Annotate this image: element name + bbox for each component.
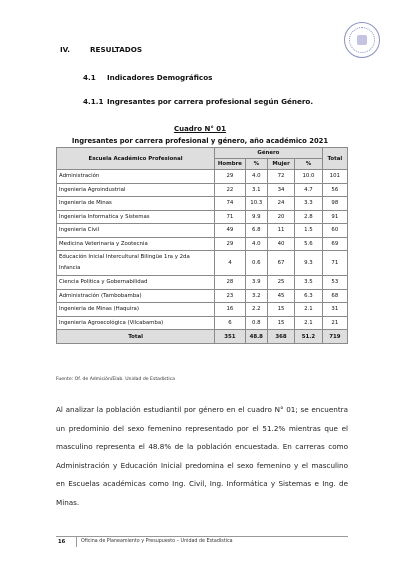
table-row [57,251,348,276]
cell-men-pct: 10.3 [245,197,267,211]
cell-school: Medicina Veterinaria y Zootecnia [57,237,215,251]
cell-men-pct: 0.8 [245,316,267,330]
cell-school: Ingenieria de Minas (Haquira) [57,303,215,317]
cell-women-pct: 5.6 [295,237,322,251]
cell-men: 28 [215,276,246,290]
cell-men-pct: 3.2 [245,289,267,303]
section-heading [60,45,142,54]
header-gender: Género [215,148,323,159]
table-row [57,224,348,238]
cell-women-pct: 2.8 [295,210,322,224]
table-total-row [57,330,348,344]
cell-total: 56 [322,183,347,197]
cell-total: 71 [322,251,347,276]
header-total: Total [322,148,347,170]
cell-men-pct: 3.9 [245,276,267,290]
cell-men: 4 [215,251,246,276]
cell-men-pct: 0.6 [245,251,267,276]
cell-men: 23 [215,289,246,303]
cell-women: 11 [267,224,294,238]
cell-women: 40 [267,237,294,251]
cell-men: 71 [215,210,246,224]
section-number: IV. [60,45,71,54]
cell-women-pct: 3.5 [295,276,322,290]
cell-women: 67 [267,251,294,276]
subsection-heading [83,73,212,82]
cell-men-pct: 4.0 [245,237,267,251]
footer-office: Oficina de Planeamiento y Presupuesto – Unidad de Estadística [81,539,233,544]
table-row [57,183,348,197]
cell-men: 6 [215,316,246,330]
cell-men: 29 [215,170,246,184]
cell-total: 69 [322,237,347,251]
cell-total: 98 [322,197,347,211]
cell-women: 72 [267,170,294,184]
cell-women-pct: 6.3 [295,289,322,303]
total-label: Total [57,330,215,344]
cell-men-pct: 9.9 [245,210,267,224]
table-row [57,170,348,184]
cell-men-pct: 4.0 [245,170,267,184]
cell-women: 15 [267,303,294,317]
cell-men: 74 [215,197,246,211]
footer-separator [76,537,77,547]
header-women-pct: % [295,159,322,170]
cell-women: 15 [267,316,294,330]
cell-men: 29 [215,237,246,251]
cell-women: 45 [267,289,294,303]
table-row [57,197,348,211]
analysis-paragraph: Al analizar la población estudiantil por género en el cuadro N° 01; se encuentra un predominio del sexo femenino representado por el 51.2% mientras que el masculino representa el 48.8% de la población encuestada. En carreras como Administración y Educación Inicial predomina el sexo femenino y el masculino en Escuelas académicas como Ing. Civil, Ing. Informática y Sistemas e Ing. de Minas. [56,405,348,507]
cell-school: Administración [57,170,215,184]
cell-women-pct: 3.3 [295,197,322,211]
cell-women-pct: 10.0 [295,170,322,184]
cell-total: 21 [322,316,347,330]
table-row [57,276,348,290]
subsubsection-number: 4.1.1 [83,97,104,106]
cell-total: 60 [322,224,347,238]
cell-men-pct: 3.1 [245,183,267,197]
cell-total: 101 [322,170,347,184]
cell-school: Ingenieria de Minas [57,197,215,211]
cell-women: 20 [267,210,294,224]
table-row [57,289,348,303]
header-men: Hombre [215,159,246,170]
official-seal-stamp [344,22,380,58]
cell-men-pct: 2.2 [245,303,267,317]
cell-school: Ciencia Politica y Gobernabilidad [57,276,215,290]
header-school: Escuela Académico Profesional [57,148,215,170]
total-women: 368 [267,330,294,344]
total-total: 719 [322,330,347,344]
cell-women: 24 [267,197,294,211]
cell-school: Ingenieria Informatica y Sistemas [57,210,215,224]
cell-total: 53 [322,276,347,290]
cell-school: Ingenieria Agroecológica (Vilcabamba) [57,316,215,330]
subsubsection-heading [83,97,313,106]
cell-school: Administración (Tambobamba) [57,289,215,303]
cell-women-pct: 9.3 [295,251,322,276]
table-source: Fuente: Of. de Admisión/Elab. Unidad de Estadística [56,377,175,382]
cell-women-pct: 1.5 [295,224,322,238]
cell-total: 91 [322,210,347,224]
cell-school: Ingenieria Civil [57,224,215,238]
total-men: 351 [215,330,246,344]
table-row [57,316,348,330]
subsection-title: Indicadores Demográficos [107,73,213,82]
table-title: Ingresantes por carrera profesional y género, año académico 2021 [71,137,329,145]
cell-men: 49 [215,224,246,238]
total-women-pct: 51.2 [295,330,322,344]
cell-women-pct: 4.7 [295,183,322,197]
cell-school: Educación Inicial Intercultural Bilingüe 1ra y 2da Infancia [57,251,215,276]
subsection-number: 4.1 [83,73,96,82]
cell-women: 34 [267,183,294,197]
enrollment-table [56,147,348,344]
cell-women-pct: 2.1 [295,316,322,330]
subsubsection-title: Ingresantes por carrera profesional según Género. [107,97,314,106]
total-men-pct: 48.8 [245,330,267,344]
cell-women-pct: 2.1 [295,303,322,317]
table-row [57,210,348,224]
table-caption: Cuadro N° 01 [173,125,227,133]
page-number: 16 [58,539,66,545]
section-title: RESULTADOS [90,45,143,54]
table-row [57,237,348,251]
cell-women: 25 [267,276,294,290]
header-women: Mujer [267,159,294,170]
footer-divider [56,536,348,537]
cell-men: 22 [215,183,246,197]
cell-total: 31 [322,303,347,317]
cell-men: 16 [215,303,246,317]
cell-men-pct: 6.8 [245,224,267,238]
cell-total: 68 [322,289,347,303]
cell-school: Ingenieria Agroindustrial [57,183,215,197]
table-row [57,303,348,317]
header-men-pct: % [245,159,267,170]
